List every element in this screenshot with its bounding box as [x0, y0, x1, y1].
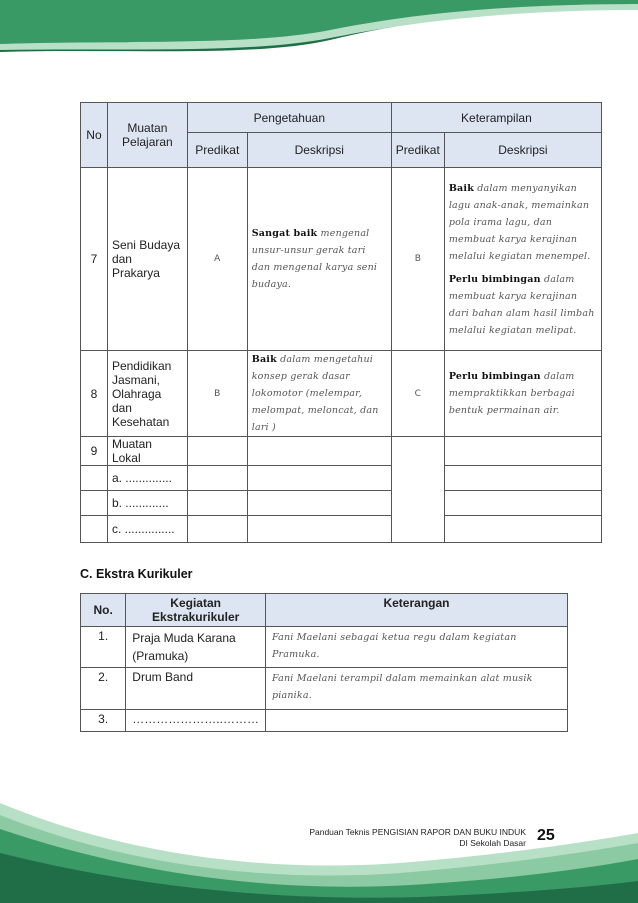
- header-pengetahuan: Pengetahuan: [187, 103, 391, 133]
- empty-cell: [81, 466, 108, 491]
- row-subject: Seni Budaya dan Prakarya: [107, 168, 187, 351]
- table-row: [81, 627, 568, 668]
- empty-cell: [247, 466, 391, 491]
- desc-text: mengenal unsur-unsur gerak tari dan mengenal karya seni budaya.: [251, 228, 378, 290]
- predikat-pengetahuan: A: [187, 168, 247, 351]
- row-keterangan: [265, 710, 567, 732]
- desc-emphasis: Baik: [448, 182, 474, 194]
- header-kegiatan: Kegiatan Ekstrakurikuler: [126, 594, 266, 627]
- row-no: 7: [81, 168, 108, 351]
- extracurricular-table: [80, 593, 568, 732]
- row-subject: a. ..............: [107, 466, 187, 491]
- desc-emphasis: Sangat baik: [251, 228, 318, 239]
- desc-text: dalam mengetahui konsep gerak dasar lokomotor (melempar, melompat, meloncat, dan lari ): [251, 354, 379, 433]
- empty-cell: [247, 516, 391, 543]
- deskripsi-pengetahuan: [247, 351, 391, 437]
- footer-caption: [309, 827, 526, 849]
- table-row: [81, 710, 568, 732]
- header-no: No.: [81, 594, 126, 627]
- row-no: 3.: [81, 710, 126, 732]
- header-predikat-k: Predikat: [391, 133, 444, 168]
- grades-table: [80, 102, 602, 543]
- table-row: [81, 168, 602, 351]
- table-row: [81, 351, 602, 437]
- footer-line1: Panduan Teknis PENGISIAN RAPOR DAN BUKU INDUK: [309, 827, 526, 837]
- predikat-keterampilan: B: [391, 168, 444, 351]
- deskripsi-pengetahuan: [247, 168, 391, 351]
- table-row: [81, 437, 602, 466]
- desc-text: dalam mempraktikkan berbagai bentuk permainan air.: [448, 371, 575, 416]
- row-subject: b. .............: [107, 491, 187, 516]
- desc-emphasis: Perlu bimbingan: [448, 371, 541, 382]
- empty-cell: [187, 466, 247, 491]
- predikat-pengetahuan: B: [187, 351, 247, 437]
- header-muatan: Muatan Pelajaran: [107, 103, 187, 168]
- empty-cell: [444, 516, 601, 543]
- empty-cell: [444, 466, 601, 491]
- deskripsi-keterampilan: [444, 168, 601, 351]
- row-keterangan: Fani Maelani sebagai ketua regu dalam kegiatan Pramuka.: [265, 627, 567, 668]
- table-row: [81, 668, 568, 710]
- section-title: C. Ekstra Kurikuler: [80, 567, 193, 581]
- row-kegiatan: Drum Band: [126, 668, 266, 710]
- row-no: 9: [81, 437, 108, 466]
- row-subject: c. ...............: [107, 516, 187, 543]
- header-predikat-p: Predikat: [187, 133, 247, 168]
- header-keterangan: Keterangan: [265, 594, 567, 627]
- predikat-keterampilan: C: [391, 351, 444, 437]
- page-number: 25: [537, 827, 555, 844]
- empty-cell: [444, 491, 601, 516]
- row-no: 1.: [81, 627, 126, 668]
- desc-text: dalam menyanyikan lagu anak-anak, memainkan pola irama lagu, dan membuat karya kerajinan melalui kegiatan menempel.: [448, 182, 591, 262]
- row-subject: Muatan Lokal: [107, 437, 187, 466]
- empty-cell: [247, 437, 391, 466]
- row-no: 2.: [81, 668, 126, 710]
- empty-cell: [444, 437, 601, 466]
- desc-text: dalam membuat karya kerajinan dari bahan alam hasil limbah melalui kegiatan melipat.: [448, 273, 595, 336]
- empty-cell: [81, 516, 108, 543]
- table-row: [81, 466, 602, 491]
- row-subject: Pendidikan Jasmani, Olahraga dan Kesehatan: [107, 351, 187, 437]
- table-row: [81, 516, 602, 543]
- deskripsi-keterampilan: [444, 351, 601, 437]
- row-kegiatan: Praja Muda Karana (Pramuka): [126, 627, 266, 668]
- table-row: [81, 491, 602, 516]
- empty-cell: [391, 437, 444, 543]
- header-keterampilan: Keterampilan: [391, 103, 601, 133]
- empty-cell: [187, 437, 247, 466]
- row-keterangan: Fani Maelani terampil dalam memainkan alat musik pianika.: [265, 668, 567, 710]
- empty-cell: [187, 516, 247, 543]
- header-deskripsi-k: Deskripsi: [444, 133, 601, 168]
- row-no: 8: [81, 351, 108, 437]
- desc-emphasis: Baik: [251, 354, 277, 365]
- row-kegiatan: …………………..………: [126, 710, 266, 732]
- footer-line2: DI Sekolah Dasar: [459, 838, 526, 848]
- header-no: No: [81, 103, 108, 168]
- header-banner: [0, 0, 638, 80]
- header-deskripsi-p: Deskripsi: [247, 133, 391, 168]
- empty-cell: [247, 491, 391, 516]
- desc-emphasis: Perlu bimbingan: [448, 273, 541, 285]
- empty-cell: [81, 491, 108, 516]
- empty-cell: [187, 491, 247, 516]
